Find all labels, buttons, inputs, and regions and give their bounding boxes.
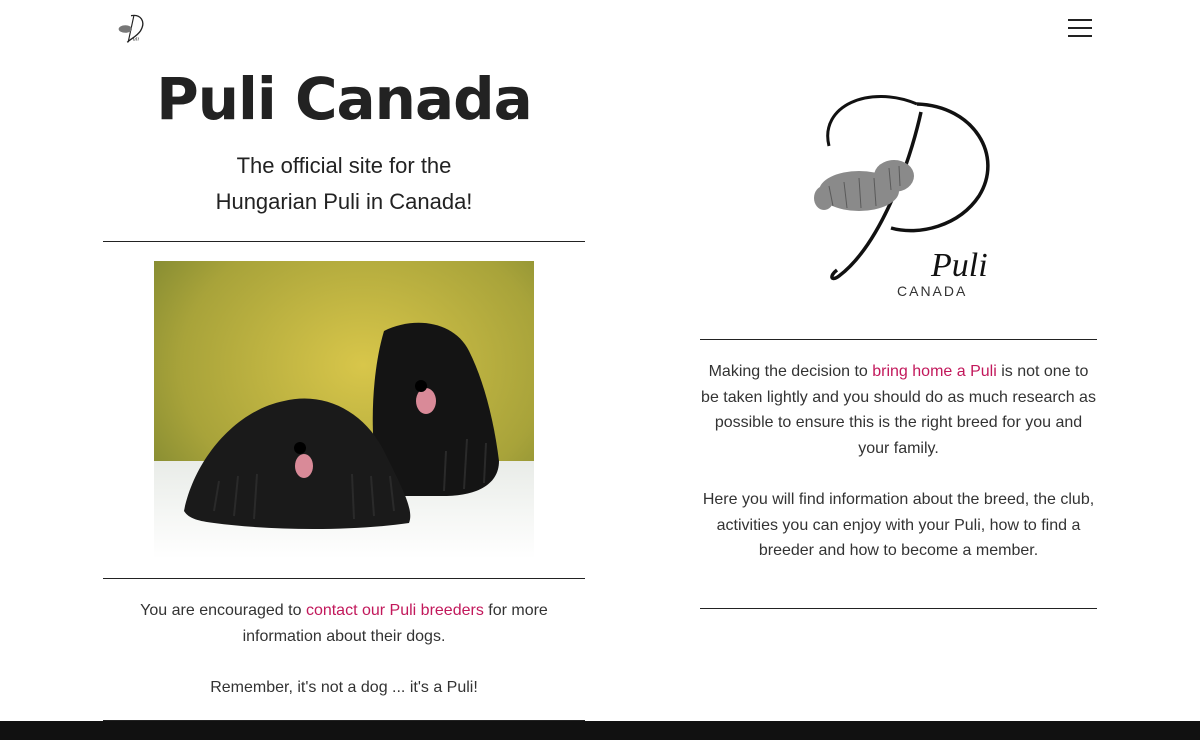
paragraph-text: You are encouraged to [140,602,306,619]
decision-paragraph [700,359,1097,461]
logo-subtext: CANADA [896,283,967,296]
two-black-puli-dogs-photo [154,261,534,559]
subtitle-line-2: Hungarian Puli in Canada! [215,189,473,214]
paragraph-text: for more information about their dogs. [242,602,548,645]
puli-canada-logo [799,86,999,296]
divider [700,339,1097,340]
divider [103,578,585,579]
puli-tagline: Remember, it's not a dog ... it's a Puli! [210,679,478,696]
puli-logo-icon[interactable] [112,10,150,48]
paragraph-text: Making the decision to [708,363,873,380]
site-subtitle [103,148,585,220]
bring-home-puli-link[interactable]: bring home a Puli [872,363,997,380]
divider [103,241,585,242]
subtitle-line-1: The official site for the [236,153,452,178]
svg-text:uli: uli [132,36,139,43]
site-header [0,0,1200,60]
footer-bar [0,721,1200,740]
paragraph-text: is not one to be taken lightly and you should do as much research as possible to ensure this is the right breed for you and your family. [701,363,1096,457]
contact-breeders-link[interactable]: contact our Puli breeders [305,602,484,619]
logo-script-text: Puli [930,247,988,284]
hamburger-menu-icon[interactable] [1068,19,1092,41]
right-column [700,60,1097,609]
page-title: Puli Canada [156,65,532,133]
divider [700,608,1097,609]
info-paragraph: Here you will find information about the breed, the club, activities you can enjoy with your Puli, how to find a breeder and how to become a member. [702,491,1095,559]
breeder-contact-paragraph [103,598,585,649]
left-column [103,60,585,721]
